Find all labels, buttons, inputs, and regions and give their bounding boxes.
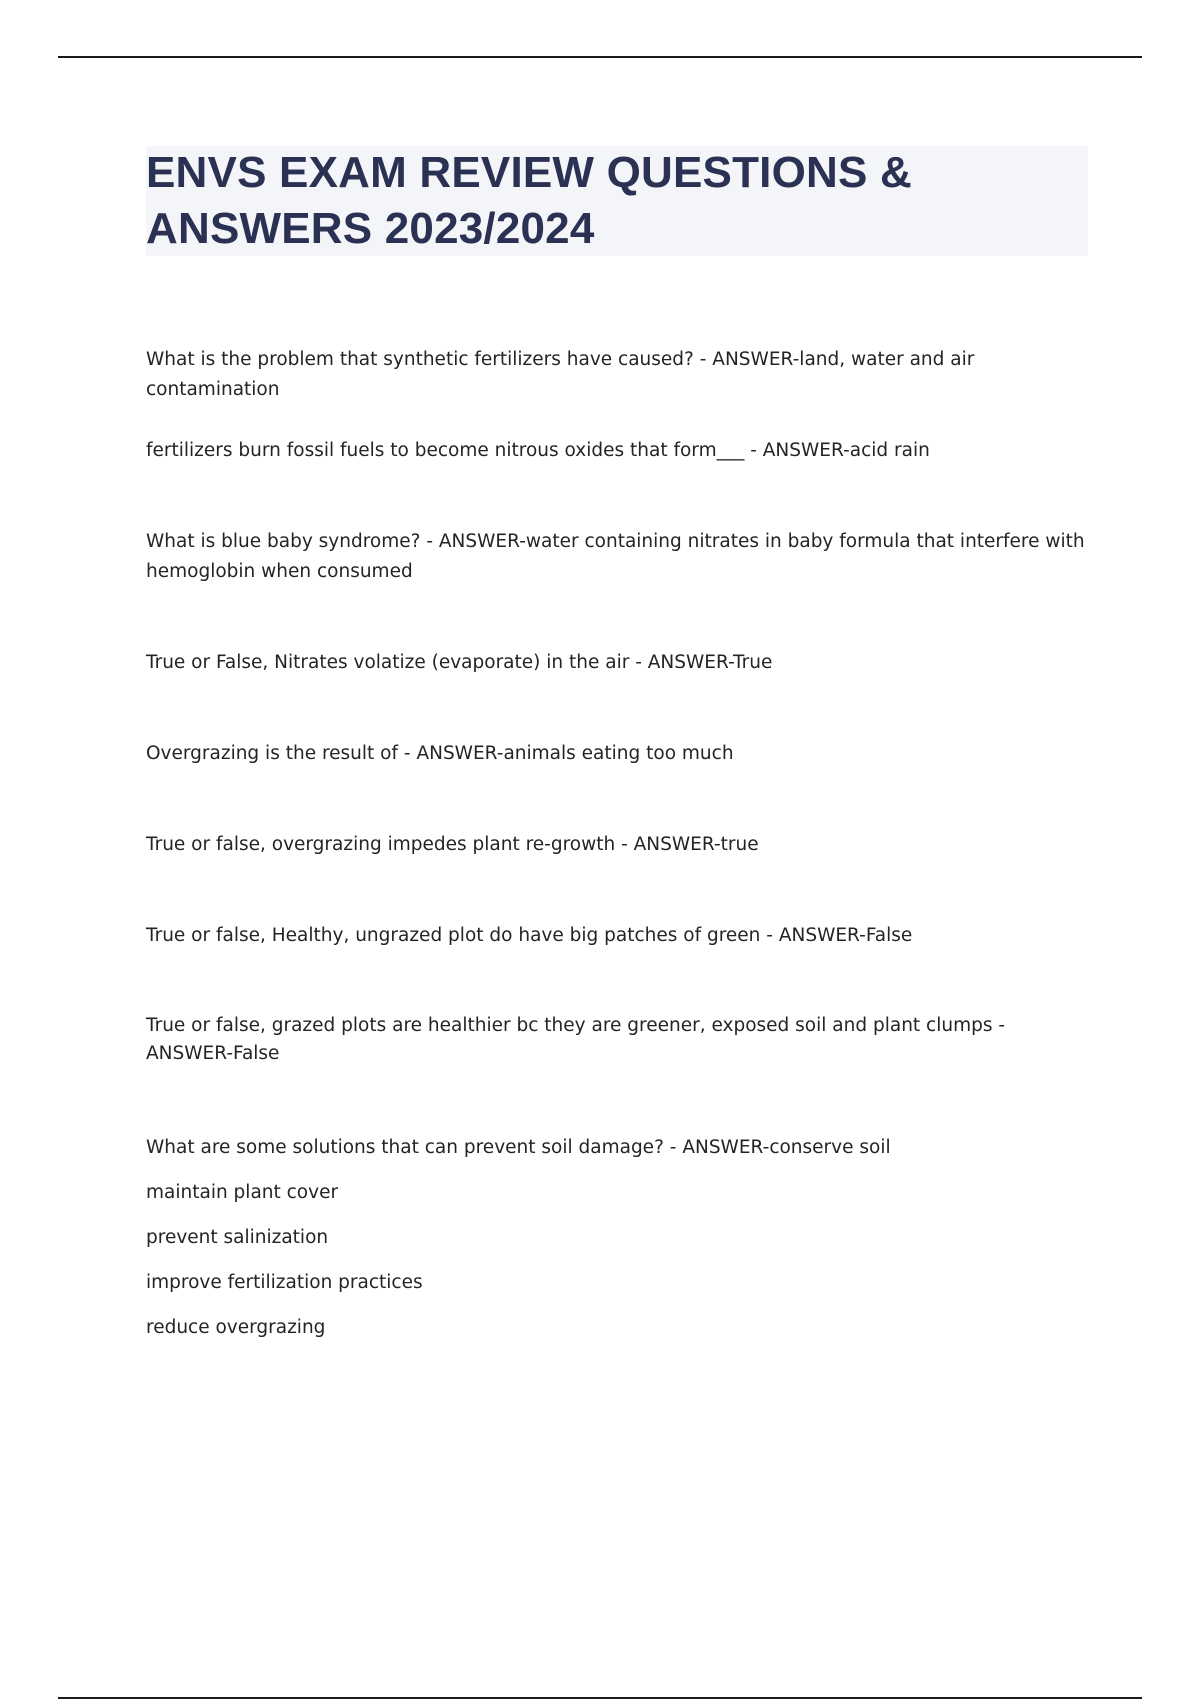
solution-line-3: improve fertilization practices [146, 1272, 423, 1293]
qa-item-5: Overgrazing is the result of - ANSWER-animals eating too much [146, 743, 734, 764]
solution-line-4: reduce overgrazing [146, 1317, 326, 1338]
solution-line-2: prevent salinization [146, 1227, 329, 1248]
solution-line-1: maintain plant cover [146, 1182, 339, 1203]
qa-item-2: fertilizers burn fossil fuels to become nitrous oxides that form___ - ANSWER-acid rain [146, 440, 930, 461]
bottom-divider [58, 1697, 1142, 1699]
qa-item-6: True or false, overgrazing impedes plant re-growth - ANSWER-true [146, 834, 759, 855]
qa-item-9: What are some solutions that can prevent soil damage? - ANSWER-conserve soil [146, 1137, 891, 1158]
qa-item-8: True or false, grazed plots are healthier bc they are greener, exposed soil and plant clumps - ANSWER-False [146, 1015, 1006, 1064]
qa-item-4: True or False, Nitrates volatize (evaporate) in the air - ANSWER-True [146, 652, 773, 673]
qa-item-1: What is the problem that synthetic fertilizers have caused? - ANSWER-land, water and air contamination [146, 349, 975, 400]
qa-item-7: True or false, Healthy, ungrazed plot do have big patches of green - ANSWER-False [146, 925, 913, 946]
top-divider [58, 56, 1142, 58]
qa-item-3: What is blue baby syndrome? - ANSWER-water containing nitrates in baby formula that interfere with hemoglobin when consumed [146, 531, 1085, 582]
document-title: ENVS EXAM REVIEW QUESTIONS & ANSWERS 2023/2024 [146, 148, 912, 253]
